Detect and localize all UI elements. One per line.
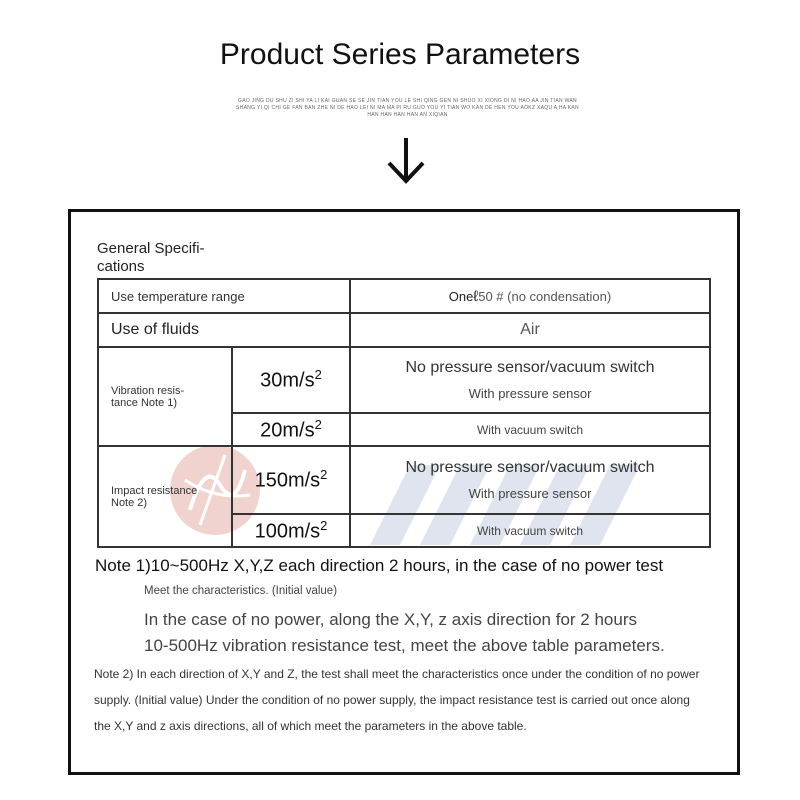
table-row [98, 279, 710, 313]
note2-paragraph: Note 2) In each direction of X,Y and Z, the test shall meet the characteristics once under the condition of no power supply. (Initial value) Under the condition of no power supply, the impact resistance test is carried out once along the X,Y and z axis directions, all of which meet the parameters in the above table. [94, 667, 700, 733]
imp-row1-number: 150m/s [254, 469, 321, 492]
imp-row2-number: 100m/s [254, 520, 321, 543]
note1-body-line1: In the case of no power, along the X,Y, z axis direction for 2 hours [144, 610, 637, 629]
table-row [98, 347, 710, 413]
vib-row2-number: 20m/s [260, 419, 315, 442]
vib-row1-desc1: No pressure sensor/vacuum switch [405, 359, 655, 376]
vib-row2-value [232, 413, 350, 446]
vib-row1-number: 30m/s [260, 369, 315, 392]
table-row [98, 446, 710, 514]
vib-row1-desc [350, 347, 710, 413]
temp-value-rest: 50 # (no condensation) [478, 288, 612, 304]
temp-value-prefix: One [448, 288, 474, 304]
vib-row1-desc2: With pressure sensor [468, 386, 592, 401]
vib-row2-desc: With vacuum switch [350, 413, 710, 446]
note1-body-line2: 10-500Hz vibration resistance test, meet the above table parameters. [144, 636, 665, 655]
note1-body [144, 607, 724, 659]
imp-row1-value [232, 446, 350, 514]
imp-row2-value [232, 514, 350, 547]
page-subtitle: GAO JING DU SHU ZI SHI YA LI KAI GUAN SE SE JIN TIAN YOU LE SHI QING GEN NI SHUO XI XIONG DI NI HAO AA JIN TIAN WAN SHANG YI QI CHI GE FAN BAN ZHE NI DE HAO LEI NI MA MA PI RU GUO YOU YI TIAN WO KAN DE HEN YOU AOKZ XAQU A HA KAN HAN HAN HAN HAN AN XIQIAN [236, 98, 579, 118]
table-row [98, 313, 710, 347]
vib-row2-exponent: 2 [314, 416, 322, 432]
temp-label: Use temperature range [98, 279, 350, 313]
imp-row1-exponent: 2 [320, 467, 328, 483]
imp-row1-desc [350, 446, 710, 514]
imp-row1-desc2: With pressure sensor [468, 486, 592, 501]
imp-row1-desc1: No pressure sensor/vacuum switch [405, 459, 655, 476]
vib-row1-value [232, 347, 350, 413]
temp-value-icon: ℓ [473, 287, 479, 305]
impact-label: Impact resistance Note 2) [98, 446, 232, 547]
temp-value [350, 279, 710, 313]
section-heading: General Specifi- cations [97, 240, 205, 275]
spec-table [97, 278, 711, 548]
note1-heading: Note 1)10~500Hz X,Y,Z each direction 2 hours, in the case of no power test [95, 556, 664, 575]
note1-small: Meet the characteristics. (Initial value) [144, 585, 338, 597]
vib-row1-exponent: 2 [314, 367, 322, 383]
fluid-label: Use of fluids [98, 313, 350, 347]
imp-row2-exponent: 2 [320, 517, 328, 533]
page-title: Product Series Parameters [219, 38, 581, 71]
vibration-label: Vibration resis- tance Note 1) [98, 347, 232, 446]
down-arrow-icon [384, 136, 428, 186]
fluid-value: Air [350, 313, 710, 347]
imp-row2-desc: With vacuum switch [350, 514, 710, 547]
